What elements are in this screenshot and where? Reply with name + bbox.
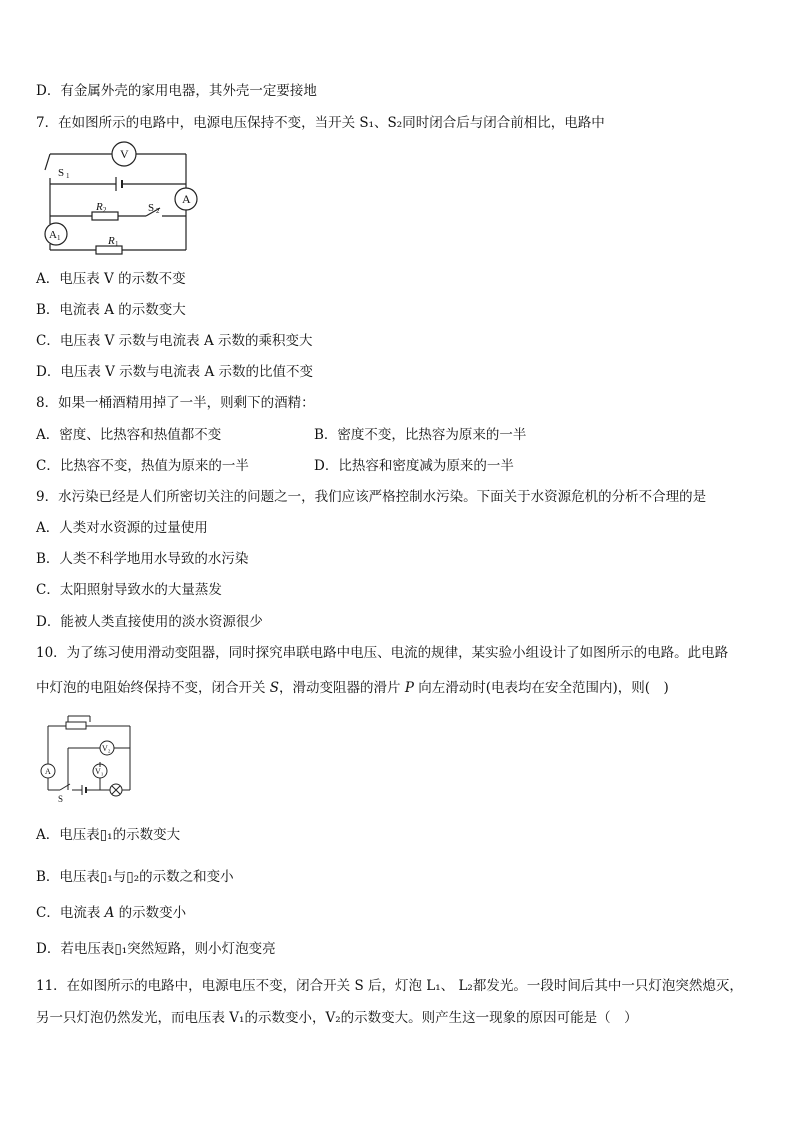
q7-option-b: B．电流表 A 的示数变大 <box>36 302 186 318</box>
q10-stem-line1: 10．为了练习使用滑动变阻器，同时探究串联电路中电压、电流的规律，某实验小组设计了如图所示的电路。此电路 <box>36 645 729 661</box>
q7-fig-s2-sub: 2 <box>156 207 160 215</box>
q10-stem-line2 <box>36 678 669 698</box>
q10-option-d: D．若电压表▯₁突然短路，则小灯泡变亮 <box>36 941 276 957</box>
q11-stem-line1: 11．在如图所示的电路中，电源电压不变，闭合开关 S 后，灯泡 L₁、 L₂都发光。一段时间后其中一只灯泡突然熄灭， <box>36 978 743 994</box>
q7-fig-s2-label: S <box>148 202 155 214</box>
q10-option-b: B．电压表▯₁与▯₂的示数之和变小 <box>36 869 234 885</box>
q10-option-c-ammeter: A <box>104 905 115 921</box>
q7-option-a: A．电压表 V 的示数不变 <box>36 271 186 287</box>
q7-fig-a-label: A <box>182 192 191 206</box>
q7-fig-r1-label: R <box>108 235 115 247</box>
q7-fig-r2-label: R <box>96 201 103 213</box>
q7-fig-r2-sub: 2 <box>103 206 107 214</box>
q10-stem-2a: 中灯泡的电阻始终保持不变，闭合开关 <box>36 680 270 696</box>
q7-circuit-figure <box>36 140 206 255</box>
q10-fig-v2-label: V₂ <box>102 744 111 753</box>
q8-option-c: C．比热容不变，热值为原来的一半 <box>36 458 249 474</box>
q9-option-c: C．太阳照射导致水的大量蒸发 <box>36 582 222 598</box>
q9-option-b: B．人类不科学地用水导致的水污染 <box>36 551 249 567</box>
q10-circuit-figure <box>38 712 138 804</box>
q9-option-d: D．能被人类直接使用的淡水资源很少 <box>36 614 263 630</box>
q8-option-a: A．密度、比热容和热值都不变 <box>36 427 222 443</box>
q8-stem: 8．如果一桶酒精用掉了一半，则剩下的酒精： <box>36 395 315 411</box>
q10-stem-slider-p: P <box>404 680 414 696</box>
q11-stem-line2: 另一只灯泡仍然发光，而电压表 V₁的示数变小，V₂的示数变大。则产生这一现象的原因可能是（ ） <box>36 1010 638 1026</box>
q9-option-a: A．人类对水资源的过量使用 <box>36 520 208 536</box>
q10-stem-2c: 向左滑动时(电表均在安全范围内)，则( ) <box>413 680 669 696</box>
q10-option-c-a: C．电流表 <box>36 905 105 921</box>
q9-stem: 9．水污染已经是人们所密切关注的问题之一，我们应该严格控制水污染。下面关于水资源危机的分析不合理的是 <box>36 489 707 505</box>
q7-option-c: C．电压表 V 示数与电流表 A 示数的乘积变大 <box>36 333 313 349</box>
q7-option-d: D．电压表 V 示数与电流表 A 示数的比值不变 <box>36 364 313 380</box>
q8-option-b: B．密度不变，比热容为原来的一半 <box>314 427 527 443</box>
q10-option-c-b: 的示数变小 <box>114 905 187 921</box>
q10-fig-a-label: A <box>45 767 51 776</box>
q7-fig-s1-label: S <box>58 167 65 179</box>
q7-fig-s1-sub: 1 <box>66 172 70 180</box>
q8-option-d: D．比热容和密度减为原来的一半 <box>314 458 514 474</box>
q7-fig-a1-sub: 1 <box>57 234 61 242</box>
q10-fig-v1-label: V₁ <box>95 767 104 776</box>
q7-fig-v-label: V <box>120 147 129 161</box>
q7-fig-r1-sub: 1 <box>115 240 119 248</box>
q10-fig-s-label: S <box>58 794 64 804</box>
q10-stem-2b: ，滑动变阻器的滑片 <box>279 680 405 696</box>
q7-stem: 7．在如图所示的电路中，电源电压保持不变，当开关 S₁、S₂同时闭合后与闭合前相比，电路中 <box>36 115 605 131</box>
q10-option-c <box>36 903 186 923</box>
q6-option-d: D．有金属外壳的家用电器，其外壳一定要接地 <box>36 83 317 99</box>
q7-fig-a1-label: A <box>49 229 57 241</box>
q10-stem-switch-s: S <box>269 680 280 696</box>
q10-option-a: A．电压表▯₁的示数变大 <box>36 827 181 843</box>
